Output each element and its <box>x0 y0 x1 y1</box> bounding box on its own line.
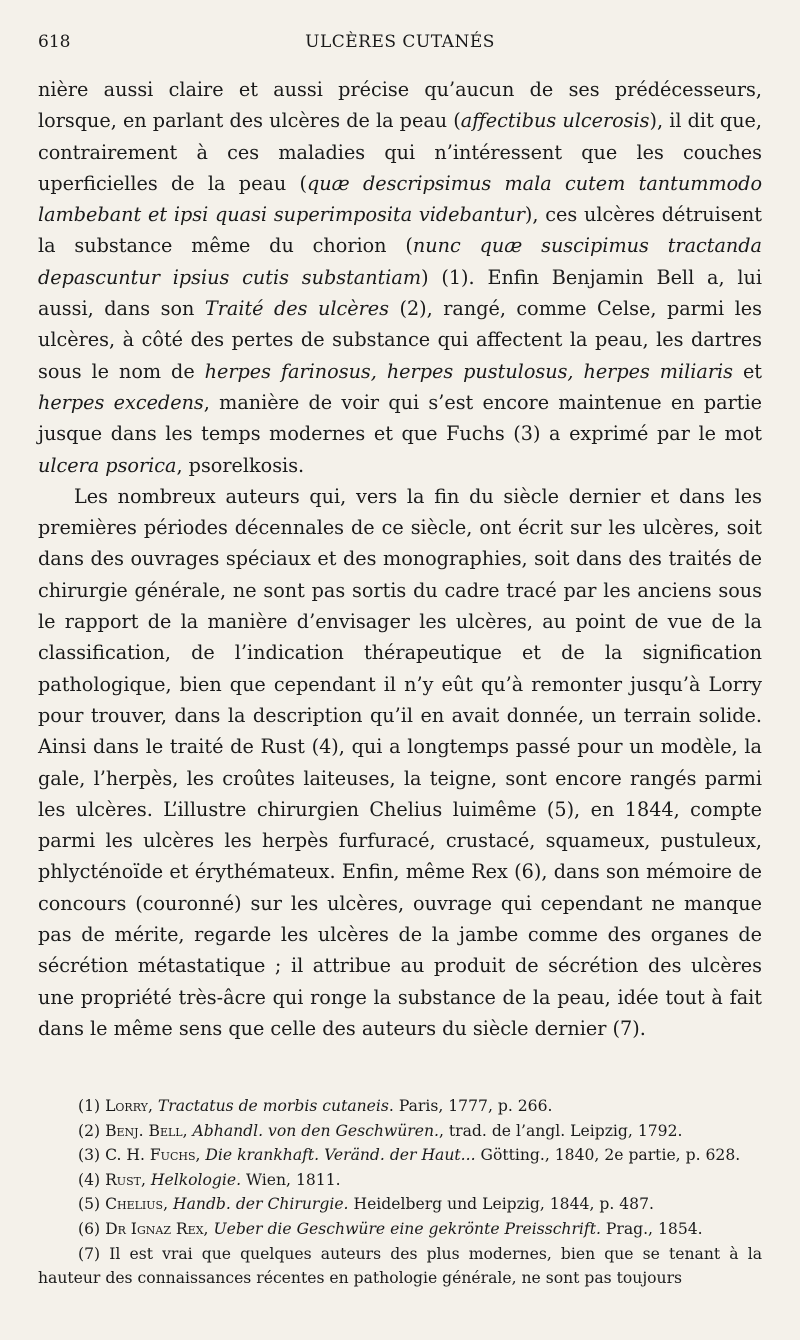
footnote-3: (3) C. H. Fuchs, Die krankhaft. Veränd. der Haut... Götting., 1840, 2e partie, p. 628. <box>78 1146 741 1165</box>
footnote-6: (6) Dr Ignaz Rex, Ueber die Geschwüre eine gekrönte Preisschrift. Prag., 1854. <box>78 1219 703 1238</box>
footnote-5: (5) Chelius, Handb. der Chirurgie. Heidelberg und Leipzig, 1844, p. 487. <box>78 1195 654 1214</box>
paragraph-2: Les nombreux auteurs qui, vers la fin du siècle dernier et dans les premières périodes décennales de ce siècle, ont écrit sur les ulcères, soit dans des ouvrages spéciaux et des monographies, soit dans des traités de chirurgie générale, ne sont pas sortis du cadre tracé par les anciens sous le rapport de la manière d’envisager les ulcères, au point de vue de la classification, de l’indication thérapeutique et de la signification pathologique, bien que cependant il n’y eût qu’à remonter jusqu’à Lorry pour trouver, dans la description qu’il en avait donnée, un terrain solide. Ainsi dans le traité de Rust (4), qui a longtemps passé pour un modèle, la gale, l’herpès, les croûtes laiteuses, la teigne, sont encore rangés parmi les ulcères. L’illustre chirurgien Chelius luimême (5), en 1844, compte parmi les ulcères les herpès furfuracé, crustacé, squameux, pustuleux, phlycténoïde et érythémateux. Enfin, même Rex (6), dans son mémoire de concours (couronné) sur les ulcères, ouvrage qui cependant ne manque pas de mérite, regarde les ulcères de la jambe comme des organes de sécrétion métastatique ; il attribue au produit de sécrétion des ulcères une propriété très-âcre qui ronge la substance de la peau, idée tout à fait dans le même sens que celle des auteurs du siècle dernier (7). <box>38 484 762 1040</box>
page-header <box>38 32 762 56</box>
paragraph-1: nière aussi claire et aussi précise qu’aucun de ses prédécesseurs, lorsque, en parlant des ulcères de la peau (affectibus ulcerosis), il dit que, contrairement à ces maladies qui n’intéressent que les couches uperficielles de la peau (quæ descripsimus mala cutem tantummodo lambebant et ipsi quasi superimposita videbantur), ces ulcères détruisent la substance même du chorion (nunc quæ suscipimus tractanda depascuntur ipsius cutis substantiam) (1). Enfin Benjamin Bell a, lui aussi, dans son Traité des ulcères (2), rangé, comme Celse, parmi les ulcères, à côté des pertes de substance qui affectent la peau, les dartres sous le nom de herpes farinosus, herpes pustulosus, herpes miliaris et herpes excedens, manière de voir qui s’est encore maintenue en partie jusque dans les temps modernes et que Fuchs (3) a exprimé par le mot ulcera psorica, psorelkosis. <box>38 78 763 477</box>
footnotes <box>38 1094 762 1291</box>
footnote-4: (4) Rust, Helkologie. Wien, 1811. <box>78 1170 341 1189</box>
running-title: ULCÈRES CUTANÉS <box>305 32 495 52</box>
main-text <box>38 74 762 1044</box>
footnote-1: (1) Lorry, Tractatus de morbis cutaneis. Paris, 1777, p. 266. <box>78 1097 553 1115</box>
footnote-7: (7) Il est vrai que quelques auteurs des plus modernes, bien que se tenant à la hauteur des connaissances récentes en pathologie générale, ne sont pas toujours <box>38 1244 762 1288</box>
page-number: 618 <box>38 32 71 52</box>
footnote-2: (2) Benj. Bell, Abhandl. von den Geschwüren., trad. de l’angl. Leipzig, 1792. <box>78 1121 683 1140</box>
